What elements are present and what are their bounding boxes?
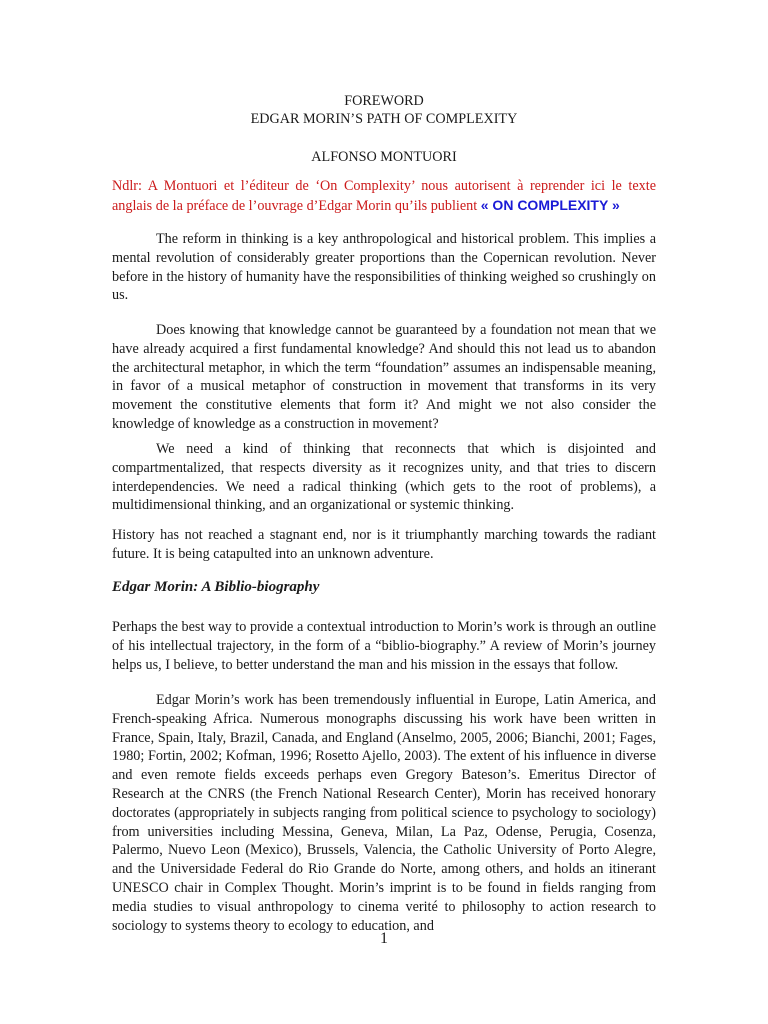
editor-note-text: Ndlr: A Montuori et l’éditeur de ‘On Complexity’ nous autorisent à reprender ici le texte anglais de la préface de l’ouvrage d’Edgar Morin qu’ils publient xyxy=(112,178,656,214)
paragraph-5: Perhaps the best way to provide a contextual introduction to Morin’s work is through an outline of his intellectual trajectory, in the form of a “biblio-biography.” A review of Morin’s journey helps us, I believe, to better understand the man and his mission in the essays that follow. xyxy=(112,619,656,673)
editor-note xyxy=(112,177,656,216)
paragraph-3: We need a kind of thinking that reconnects that which is disjointed and compartmentalized, that respects diversity as it recognizes unity, and that tries to discern interdependencies. We need a radical thinking (which gets to the root of problems), a multidimensional thinking, and an organizational or systemic thinking. xyxy=(112,441,656,514)
author-name: ALFONSO MONTUORI xyxy=(311,149,457,165)
paragraph-1: The reform in thinking is a key anthropological and historical problem. This implies a mental revolution of considerably greater proportions than the Copernican revolution. Never before in the history of humanity have the responsibilities of thinking weighed so crushingly on us. xyxy=(112,231,656,304)
section-heading: Edgar Morin: A Biblio-biography xyxy=(112,579,320,595)
title-line-1: FOREWORD xyxy=(344,93,424,109)
page-number: 1 xyxy=(380,930,388,947)
paragraph-2: Does knowing that knowledge cannot be guaranteed by a foundation not mean that we have already acquired a first fundamental knowledge? And should this not lead us to abandon the architectural metaphor, in which the term “foundation” assumes an indispensable meaning, in favor of a musical metaphor of construction in movement that transforms in its very movement the constitutive elements that form it? And might we not also consider the knowledge of knowledge as a construction in movement? xyxy=(112,322,656,432)
paragraph-6: Edgar Morin’s work has been tremendously influential in Europe, Latin America, and French-speaking Africa. Numerous monographs discussing his work have been written in France, Spain, Italy, Brazil, Canada, and England (Anselmo, 2005, 2006; Bianchi, 2001; Fages, 1980; Fortin, 2002; Kofman, 1996; Rosetto Ajello, 2003). The extent of his influence in diverse and even remote fields exceeds perhaps even Gregory Bateson’s. Emeritus Director of Research at the CNRS (the French National Research Center), Morin has received honorary doctorates (appropriately in subjects ranging from political science to psychology to sociology) from universities including Messina, Geneva, Milan, La Paz, Odense, Perugia, Cosenza, Palermo, Nuevo Leon (Mexico), Brussels, Valencia, the Catholic University of Porto Alegre, and the Universidade Federal do Rio Grande do Norte, among others, and holds an itinerant UNESCO chair in Complex Thought. Morin’s imprint is to be found in fields ranging from media studies to visual anthropology to cinema verité to philosophy to action research to sociology to systems theory to ecology to education, and xyxy=(112,692,656,934)
title-line-2: EDGAR MORIN’S PATH OF COMPLEXITY xyxy=(250,111,518,127)
paragraph-4: History has not reached a stagnant end, nor is it triumphantly marching towards the radiant future. It is being catapulted into an unknown adventure. xyxy=(112,527,656,562)
on-complexity-link[interactable]: « ON COMPLEXITY » xyxy=(480,196,620,213)
